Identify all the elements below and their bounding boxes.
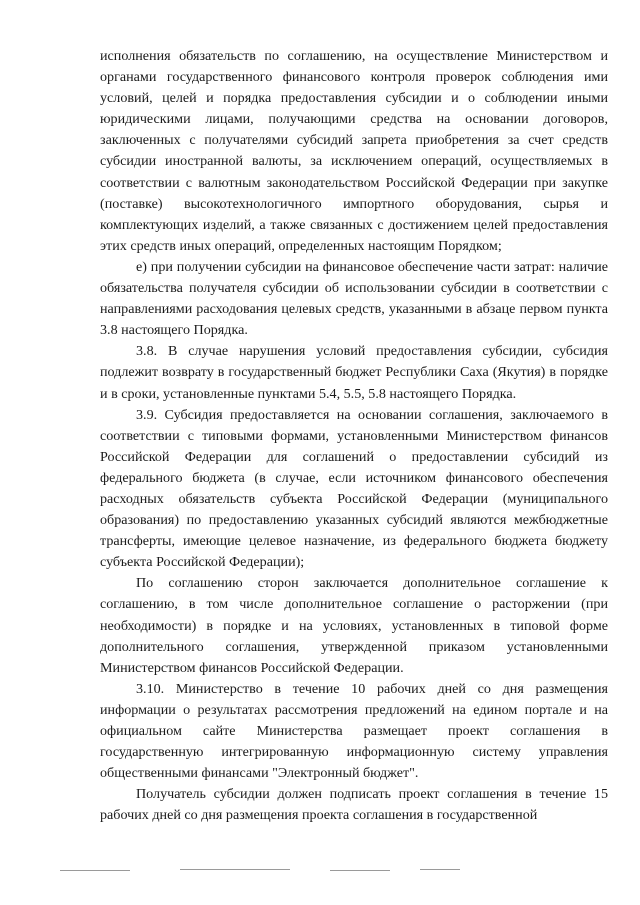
document-page [100, 46, 608, 826]
paragraph-item-e: е) при получении субсидии на финансовое обеспечение части затрат: наличие обязательства получателя субсидии об использовании субсидии в соответствии с направлениями расходования целевых средств, указанными в абзаце первом пункта 3.8 настоящего Порядка. [100, 258, 608, 339]
paragraph-recipient-signing: Получатель субсидии должен подписать проект соглашения в течение 15 рабочих дней со дня размещения проекта соглашения в государственной [100, 786, 608, 824]
scan-mark [60, 870, 130, 871]
paragraph-clause-3-10: 3.10. Министерство в течение 10 рабочих дней со дня размещения информации о результатах рассмотрения предложений на едином портале и на официальном сайте Министерства размещает проект соглашения в государственную интегрированную информационную систему управления общественными финансами "Электронный бюджет". [100, 680, 608, 782]
paragraph-clause-3-8: 3.8. В случае нарушения условий предоставления субсидии, субсидия подлежит возврату в государственный бюджет Республики Саха (Якутия) в порядке и в сроки, установленные пунктами 5.4, 5.5, 5.8 настоящего Порядка. [100, 343, 608, 402]
scan-mark [330, 870, 390, 871]
paragraph-clause-3-9-addendum: По соглашению сторон заключается дополнительное соглашение к соглашению, в том числе дополнительное соглашение о расторжении (при необходимости) в порядке и на условиях, установленных в типовой форме дополнительного соглашения, утвержденной приказом установленными Министерством финансов Российской Федерации. [100, 575, 608, 676]
paragraph-continuation: исполнения обязательств по соглашению, на осуществление Министерством и органами государственного финансового контроля проверок соблюдения ими условий, целей и порядка предоставления субсидии и о соблюдении иными юридическими лицами, получающими средства на основании договоров, заключенных с получателями субсидий запрета приобретения за счет средств субсидии иностранной валюты, за исключением операций, осуществляемых в соответствии с валютным законодательством Российской Федерации при закупке (поставке) высокотехнологичного импортного оборудования, сырья и комплектующих изделий, а также связанных с достижением целей предоставления этих средств иных операций, определенных настоящим Порядком; [100, 48, 608, 254]
scan-mark [180, 869, 290, 870]
scan-artifact-line [60, 866, 620, 886]
paragraph-clause-3-9: 3.9. Субсидия предоставляется на основании соглашения, заключаемого в соответствии с типовыми формами, установленными Министерством финансов Российской Федерации для соглашений о предоставлении субсидий из федерального бюджета (в случае, если источником финансового обеспечения расходных обязательств субъекта Российской Федерации (муниципального образования) по предоставлению указанных субсидий являются межбюджетные трансферты, имеющие целевое назначение, из федерального бюджета бюджету субъекта Российской Федерации); [100, 406, 608, 571]
scan-mark [420, 869, 460, 870]
